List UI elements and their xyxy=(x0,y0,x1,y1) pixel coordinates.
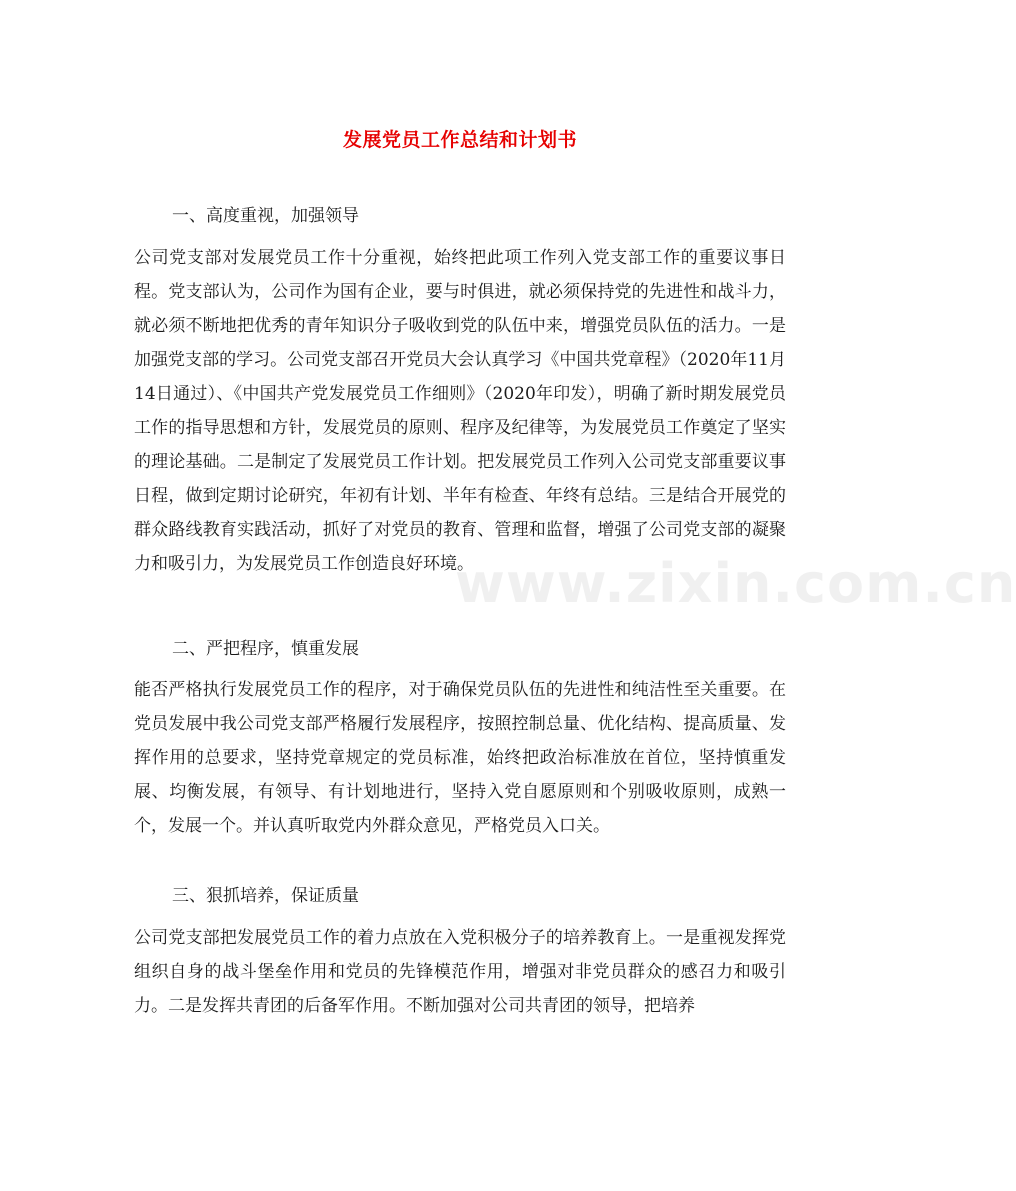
section-body-3: 公司党支部把发展党员工作的着力点放在入党积极分子的培养教育上。一是重视发挥党组织自身的战斗堡垒作用和党员的先锋模范作用，增强对非党员群众的感召力和吸引力。二是发挥共青团的后备军作用。不断加强对公司共青团的领导，把培养 xyxy=(134,928,786,1016)
document-title: 发展党员工作总结和计划书 xyxy=(342,129,577,151)
section-heading-1: 一、高度重视，加强领导 xyxy=(172,206,359,226)
section-heading-2: 二、严把程序，慎重发展 xyxy=(172,639,359,659)
section-heading-3: 三、狠抓培养，保证质量 xyxy=(172,886,359,906)
watermark: www.zixin.com.cn xyxy=(455,552,1016,615)
section-body-1: 公司党支部对发展党员工作十分重视，始终把此项工作列入党支部工作的重要议事日程。党支部认为，公司作为国有企业，要与时俱进，就必须保持党的先进性和战斗力，就必须不断地把优秀的青年知识分子吸收到党的队伍中来，增强党员队伍的活力。一是加强党支部的学习。公司党支部召开党员大会认真学习《中国共党章程》（2020年11月14日通过）、《中国共产党发展党员工作细则》（2020年印发），明确了新时期发展党员工作的指导思想和方针，发展党员的原则、程序及纪律等，为发展党员工作奠定了坚实的理论基础。二是制定了发展党员工作计划。把发展党员工作列入公司党支部重要议事日程，做到定期讨论研究，年初有计划、半年有检查、年终有总结。三是结合开展党的群众路线教育实践活动，抓好了对党员的教育、管理和监督，增强了公司党支部的凝聚力和吸引力，为发展党员工作创造良好环境。 xyxy=(134,248,786,574)
section-body-2: 能否严格执行发展党员工作的程序，对于确保党员队伍的先进性和纯洁性至关重要。在党员发展中我公司党支部严格履行发展程序，按照控制总量、优化结构、提高质量、发挥作用的总要求，坚持党章规定的党员标准，始终把政治标准放在首位，坚持慎重发展、均衡发展，有领导、有计划地进行，坚持入党自愿原则和个别吸收原则，成熟一个，发展一个。并认真听取党内外群众意见，严格党员入口关。 xyxy=(134,680,786,836)
